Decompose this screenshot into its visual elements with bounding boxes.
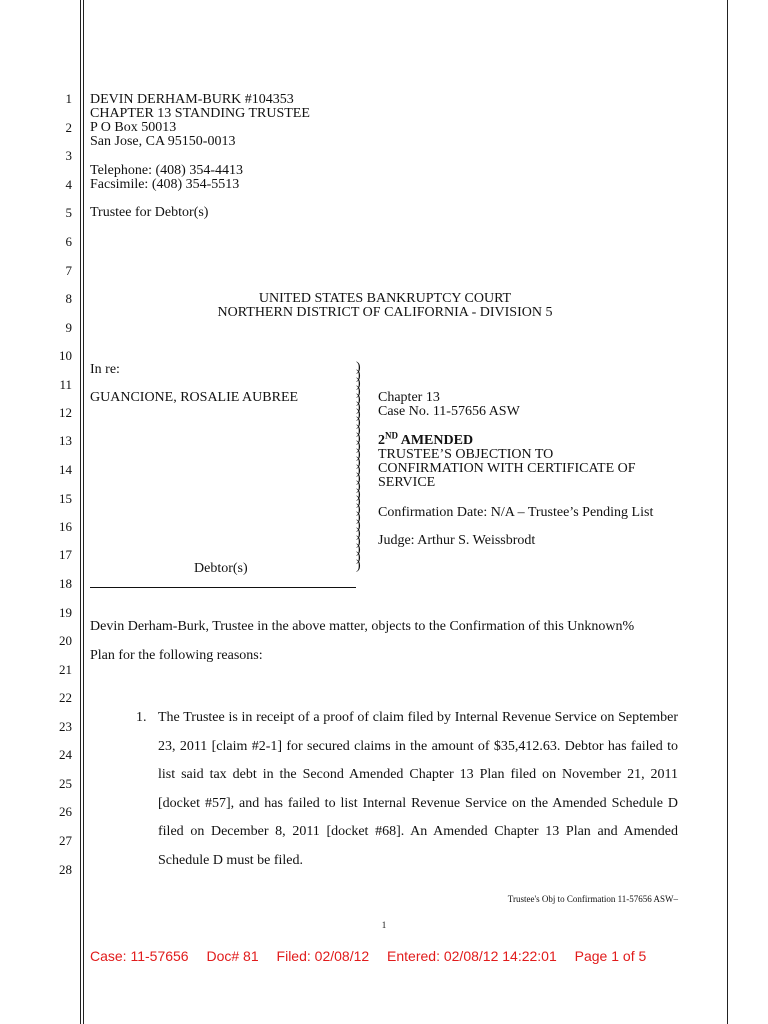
line-number: 19 — [59, 605, 72, 620]
trustee-name: DEVIN DERHAM-BURK #104353 — [90, 92, 294, 107]
intro-line-1: Devin Derham-Burk, Trustee in the above matter, objects to the Confirmation of this Unknown% — [90, 619, 635, 634]
line-number: 4 — [65, 177, 72, 192]
line-number: 2 — [65, 120, 72, 135]
case-number: Case No. 11-57656 ASW — [378, 404, 520, 419]
ecf-stamp — [90, 948, 646, 964]
line-number: 1 — [65, 91, 72, 106]
line-number: 16 — [59, 519, 72, 534]
footer-reference: Trustee's Obj to Confirmation 11-57656 ASW– — [507, 894, 678, 904]
left-margin-line-inner — [83, 0, 84, 1024]
in-re: In re: — [90, 362, 120, 377]
intro-line-2: Plan for the following reasons: — [90, 648, 263, 663]
stamp-case: Case: 11-57656 — [90, 948, 189, 964]
line-number: 3 — [65, 148, 72, 163]
city-line: San Jose, CA 95150-0013 — [90, 134, 236, 149]
line-number: 6 — [65, 234, 72, 249]
stamp-page: Page 1 of 5 — [574, 948, 647, 964]
line-number: 22 — [59, 690, 72, 705]
line-number: 18 — [59, 576, 72, 591]
line-number: 15 — [59, 491, 72, 506]
page-number: 1 — [381, 920, 387, 930]
item-number: 1. — [136, 710, 147, 725]
debtor-label: Debtor(s) — [194, 561, 248, 576]
stamp-doc: Doc# 81 — [206, 948, 259, 964]
line-number: 21 — [59, 662, 72, 677]
doc-title-2: CONFIRMATION WITH CERTIFICATE OF — [378, 461, 636, 476]
doc-title-1: TRUSTEE’S OBJECTION TO — [378, 447, 554, 462]
line-number: 13 — [59, 433, 72, 448]
caption-parentheses: ) ) ) ) ) ) ) ) ) ) ) ) ) ) ) ) ) ) ) ) ) ) ) ) ) ) — [356, 360, 361, 573]
line-number: 24 — [59, 747, 72, 762]
facsimile: Facsimile: (408) 354-5513 — [90, 177, 240, 192]
chapter: Chapter 13 — [378, 390, 440, 405]
stamp-entered: Entered: 02/08/12 14:22:01 — [387, 948, 557, 964]
line-number: 5 — [65, 205, 72, 220]
doc-title-3: SERVICE — [378, 475, 436, 490]
line-number: 8 — [65, 291, 72, 306]
telephone: Telephone: (408) 354-4413 — [90, 163, 243, 178]
court-district: NORTHERN DISTRICT OF CALIFORNIA - DIVISION 5 — [217, 305, 553, 320]
stamp-filed: Filed: 02/08/12 — [276, 948, 370, 964]
right-margin-line — [727, 0, 728, 1024]
debtor-name: GUANCIONE, ROSALIE AUBREE — [90, 390, 299, 405]
line-number: 28 — [59, 862, 72, 877]
line-number: 7 — [65, 263, 72, 278]
court-name: UNITED STATES BANKRUPTCY COURT — [258, 291, 512, 306]
line-number: 17 — [59, 547, 72, 562]
left-margin-line-outer — [80, 0, 81, 1024]
line-number: 9 — [65, 320, 72, 335]
judge: Judge: Arthur S. Weissbrodt — [378, 533, 536, 548]
line-number: 12 — [59, 405, 72, 420]
line-number: 25 — [59, 776, 72, 791]
caption-rule — [90, 587, 356, 588]
line-number: 11 — [59, 377, 72, 392]
line-number: 26 — [59, 804, 72, 819]
line-number: 23 — [59, 719, 72, 734]
trustee-title: CHAPTER 13 STANDING TRUSTEE — [90, 106, 310, 121]
amended-label: 2ND AMENDED — [378, 430, 474, 448]
line-number: 27 — [59, 833, 72, 848]
line-number: 10 — [59, 348, 72, 363]
line-number: 20 — [59, 633, 72, 648]
po-box: P O Box 50013 — [90, 120, 177, 135]
objection-item-1 — [136, 704, 678, 876]
confirmation-date: Confirmation Date: N/A – Trustee’s Pending List — [378, 505, 654, 520]
item-text: The Trustee is in receipt of a proof of claim filed by Internal Revenue Service on September 23, 2011 [claim #2-1] for secured claims in the amount of $35,412.63. Debtor has failed to list said tax debt in the Second Amended Chapter 13 Plan filed on November 21, 2011 [docket #57], and has failed to list Internal Revenue Service on the Amended Schedule D filed on December 8, 2011 [docket #68]. An Amended Chapter 13 Plan and Amended Schedule D must be filed. — [158, 710, 678, 868]
trustee-for: Trustee for Debtor(s) — [90, 205, 209, 220]
line-number: 14 — [59, 462, 72, 477]
